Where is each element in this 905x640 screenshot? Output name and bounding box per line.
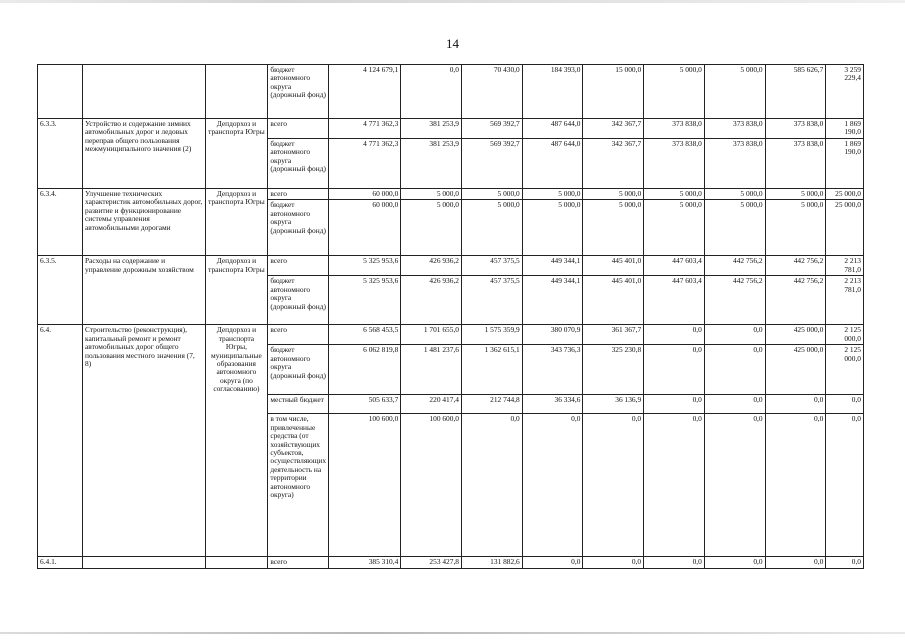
value-year-2: 131 882,6 xyxy=(461,557,522,568)
value-year-6: 0,0 xyxy=(704,325,765,345)
executor xyxy=(205,65,268,119)
value-total: 385 310,4 xyxy=(329,557,401,568)
value-year-5: 5 000,0 xyxy=(644,189,705,200)
value-year-7: 425 000,0 xyxy=(765,325,826,345)
value-year-7: 373 838,0 xyxy=(765,139,826,189)
value-year-3: 487 644,0 xyxy=(522,119,583,139)
budget-table xyxy=(37,64,864,569)
funding-source: всего xyxy=(268,325,329,345)
value-year-1: 381 253,9 xyxy=(401,119,462,139)
value-year-7: 442 756,2 xyxy=(765,276,826,325)
value-year-2: 70 430,0 xyxy=(461,65,522,119)
value-period: 25 000,0 xyxy=(826,200,864,256)
value-total: 6 062 819,8 xyxy=(329,345,401,395)
activity-name: Строительство (реконструкция), капитальный ремонт и ремонт автомобильных дорог общего пользования местного значения (7, 8) xyxy=(83,325,205,557)
value-period: 0,0 xyxy=(826,557,864,568)
scan-edge-bottom xyxy=(0,632,905,634)
value-year-6: 5 000,0 xyxy=(704,189,765,200)
value-total: 4 771 362,3 xyxy=(329,139,401,189)
value-year-7: 5 000,0 xyxy=(765,189,826,200)
value-year-7: 585 626,7 xyxy=(765,65,826,119)
value-year-4: 0,0 xyxy=(583,557,644,568)
value-year-3: 343 736,3 xyxy=(522,345,583,395)
scan-edge-top xyxy=(0,0,905,3)
value-year-3: 449 344,1 xyxy=(522,256,583,276)
value-year-4: 0,0 xyxy=(583,414,644,557)
value-year-7: 0,0 xyxy=(765,557,826,568)
table-row xyxy=(38,325,864,345)
table-row xyxy=(38,557,864,568)
funding-source: бюджет автономного округа (дорожный фонд) xyxy=(268,200,329,256)
value-year-7: 0,0 xyxy=(765,414,826,557)
value-year-2: 457 375,5 xyxy=(461,276,522,325)
value-period: 2 125 000,0 xyxy=(826,345,864,395)
value-period: 1 869 190,0 xyxy=(826,139,864,189)
table-row xyxy=(38,119,864,139)
value-year-3: 184 393,0 xyxy=(522,65,583,119)
executor xyxy=(205,557,268,568)
value-year-6: 373 838,0 xyxy=(704,139,765,189)
value-year-1: 100 600,0 xyxy=(401,414,462,557)
row-number: 6.3.3. xyxy=(38,119,83,189)
executor: Депдорхоз и транспорта Югры xyxy=(205,119,268,189)
value-year-7: 0,0 xyxy=(765,395,826,414)
value-year-1: 253 427,8 xyxy=(401,557,462,568)
value-year-4: 5 000,0 xyxy=(583,189,644,200)
value-year-4: 36 136,9 xyxy=(583,395,644,414)
value-period: 0,0 xyxy=(826,414,864,557)
executor: Депдорхоз и транспорта Югры xyxy=(205,256,268,325)
value-year-5: 373 838,0 xyxy=(644,139,705,189)
value-year-2: 1 575 359,9 xyxy=(461,325,522,345)
funding-source: бюджет автономного округа (дорожный фонд) xyxy=(268,345,329,395)
value-year-5: 0,0 xyxy=(644,345,705,395)
funding-source: всего xyxy=(268,256,329,276)
row-number: 6.3.4. xyxy=(38,189,83,256)
table-row xyxy=(38,65,864,119)
value-year-2: 0,0 xyxy=(461,414,522,557)
value-year-4: 325 230,8 xyxy=(583,345,644,395)
value-total: 4 124 679,1 xyxy=(329,65,401,119)
funding-source: в том числе, привлеченные средства (от хозяйствующих субъектов, осуществляющих деятельность на территории автономного округа) xyxy=(268,414,329,557)
row-number: 6.4.1. xyxy=(38,557,83,568)
value-year-2: 569 392,7 xyxy=(461,119,522,139)
value-year-4: 5 000,0 xyxy=(583,200,644,256)
funding-source: бюджет автономного округа (дорожный фонд) xyxy=(268,65,329,119)
value-total: 4 771 362,3 xyxy=(329,119,401,139)
value-year-2: 5 000,0 xyxy=(461,200,522,256)
value-year-3: 36 334,6 xyxy=(522,395,583,414)
value-total: 60 000,0 xyxy=(329,189,401,200)
funding-source: всего xyxy=(268,557,329,568)
value-year-4: 342 367,7 xyxy=(583,119,644,139)
value-total: 5 325 953,6 xyxy=(329,256,401,276)
value-year-6: 0,0 xyxy=(704,345,765,395)
value-year-1: 5 000,0 xyxy=(401,200,462,256)
value-year-3: 487 644,0 xyxy=(522,139,583,189)
value-year-1: 426 936,2 xyxy=(401,276,462,325)
value-year-3: 0,0 xyxy=(522,414,583,557)
value-total: 100 600,0 xyxy=(329,414,401,557)
row-number: 6.4. xyxy=(38,325,83,557)
value-period: 25 000,0 xyxy=(826,189,864,200)
value-year-1: 1 481 237,6 xyxy=(401,345,462,395)
value-year-1: 220 417,4 xyxy=(401,395,462,414)
value-year-1: 0,0 xyxy=(401,65,462,119)
value-year-1: 5 000,0 xyxy=(401,189,462,200)
activity-name: Устройство и содержание зимних автомобильных дорог и ледовых переправ общего пользования межмуниципального значения (2) xyxy=(83,119,205,189)
value-year-5: 0,0 xyxy=(644,325,705,345)
value-total: 60 000,0 xyxy=(329,200,401,256)
value-year-6: 442 756,2 xyxy=(704,276,765,325)
funding-source: всего xyxy=(268,119,329,139)
executor: Депдорхоз и транспорта Югры, муниципальные образования автономного округа (по согласованию) xyxy=(205,325,268,557)
value-year-3: 0,0 xyxy=(522,557,583,568)
value-year-3: 449 344,1 xyxy=(522,276,583,325)
value-year-5: 447 603,4 xyxy=(644,276,705,325)
value-year-1: 426 936,2 xyxy=(401,256,462,276)
value-year-6: 373 838,0 xyxy=(704,119,765,139)
funding-source: местный бюджет xyxy=(268,395,329,414)
value-year-7: 5 000,0 xyxy=(765,200,826,256)
funding-source: всего xyxy=(268,189,329,200)
value-year-2: 1 362 615,1 xyxy=(461,345,522,395)
value-year-6: 0,0 xyxy=(704,557,765,568)
activity-name xyxy=(83,65,205,119)
value-year-5: 373 838,0 xyxy=(644,119,705,139)
value-year-1: 381 253,9 xyxy=(401,139,462,189)
funding-source: бюджет автономного округа (дорожный фонд) xyxy=(268,139,329,189)
value-period: 2 213 781,0 xyxy=(826,276,864,325)
value-year-3: 5 000,0 xyxy=(522,189,583,200)
value-year-4: 15 000,0 xyxy=(583,65,644,119)
executor: Депдорхоз и транспорта Югры xyxy=(205,189,268,256)
value-year-2: 457 375,5 xyxy=(461,256,522,276)
value-period: 2 213 781,0 xyxy=(826,256,864,276)
funding-source: бюджет автономного округа (дорожный фонд) xyxy=(268,276,329,325)
value-year-4: 445 401,0 xyxy=(583,256,644,276)
value-year-4: 361 367,7 xyxy=(583,325,644,345)
value-year-5: 447 603,4 xyxy=(644,256,705,276)
value-year-6: 442 756,2 xyxy=(704,256,765,276)
activity-name: Расходы на содержание и управление дорожным хозяйством xyxy=(83,256,205,325)
value-year-6: 0,0 xyxy=(704,414,765,557)
value-year-3: 5 000,0 xyxy=(522,200,583,256)
value-period: 3 259 229,4 xyxy=(826,65,864,119)
value-period: 1 869 190,0 xyxy=(826,119,864,139)
activity-name: Улучшение технических характеристик автомобильных дорог, развитие и функционирование системы управления автомобильными дорогами xyxy=(83,189,205,256)
value-year-3: 380 070,9 xyxy=(522,325,583,345)
activity-name xyxy=(83,557,205,568)
row-number: 6.3.5. xyxy=(38,256,83,325)
value-period: 2 125 000,0 xyxy=(826,325,864,345)
value-period: 0,0 xyxy=(826,395,864,414)
value-year-6: 0,0 xyxy=(704,395,765,414)
value-year-7: 442 756,2 xyxy=(765,256,826,276)
value-year-5: 0,0 xyxy=(644,557,705,568)
page-number: 14 xyxy=(446,36,459,51)
row-number xyxy=(38,65,83,119)
value-year-5: 0,0 xyxy=(644,395,705,414)
value-year-1: 1 701 655,0 xyxy=(401,325,462,345)
table-row xyxy=(38,256,864,276)
value-year-5: 0,0 xyxy=(644,414,705,557)
value-year-6: 5 000,0 xyxy=(704,65,765,119)
value-year-2: 569 392,7 xyxy=(461,139,522,189)
value-year-7: 373 838,0 xyxy=(765,119,826,139)
value-total: 5 325 953,6 xyxy=(329,276,401,325)
value-total: 505 633,7 xyxy=(329,395,401,414)
value-year-5: 5 000,0 xyxy=(644,65,705,119)
value-year-6: 5 000,0 xyxy=(704,200,765,256)
value-year-4: 342 367,7 xyxy=(583,139,644,189)
value-year-2: 5 000,0 xyxy=(461,189,522,200)
value-total: 6 568 453,5 xyxy=(329,325,401,345)
value-year-5: 5 000,0 xyxy=(644,200,705,256)
value-year-4: 445 401,0 xyxy=(583,276,644,325)
table-row xyxy=(38,189,864,200)
value-year-7: 425 000,0 xyxy=(765,345,826,395)
value-year-2: 212 744,8 xyxy=(461,395,522,414)
